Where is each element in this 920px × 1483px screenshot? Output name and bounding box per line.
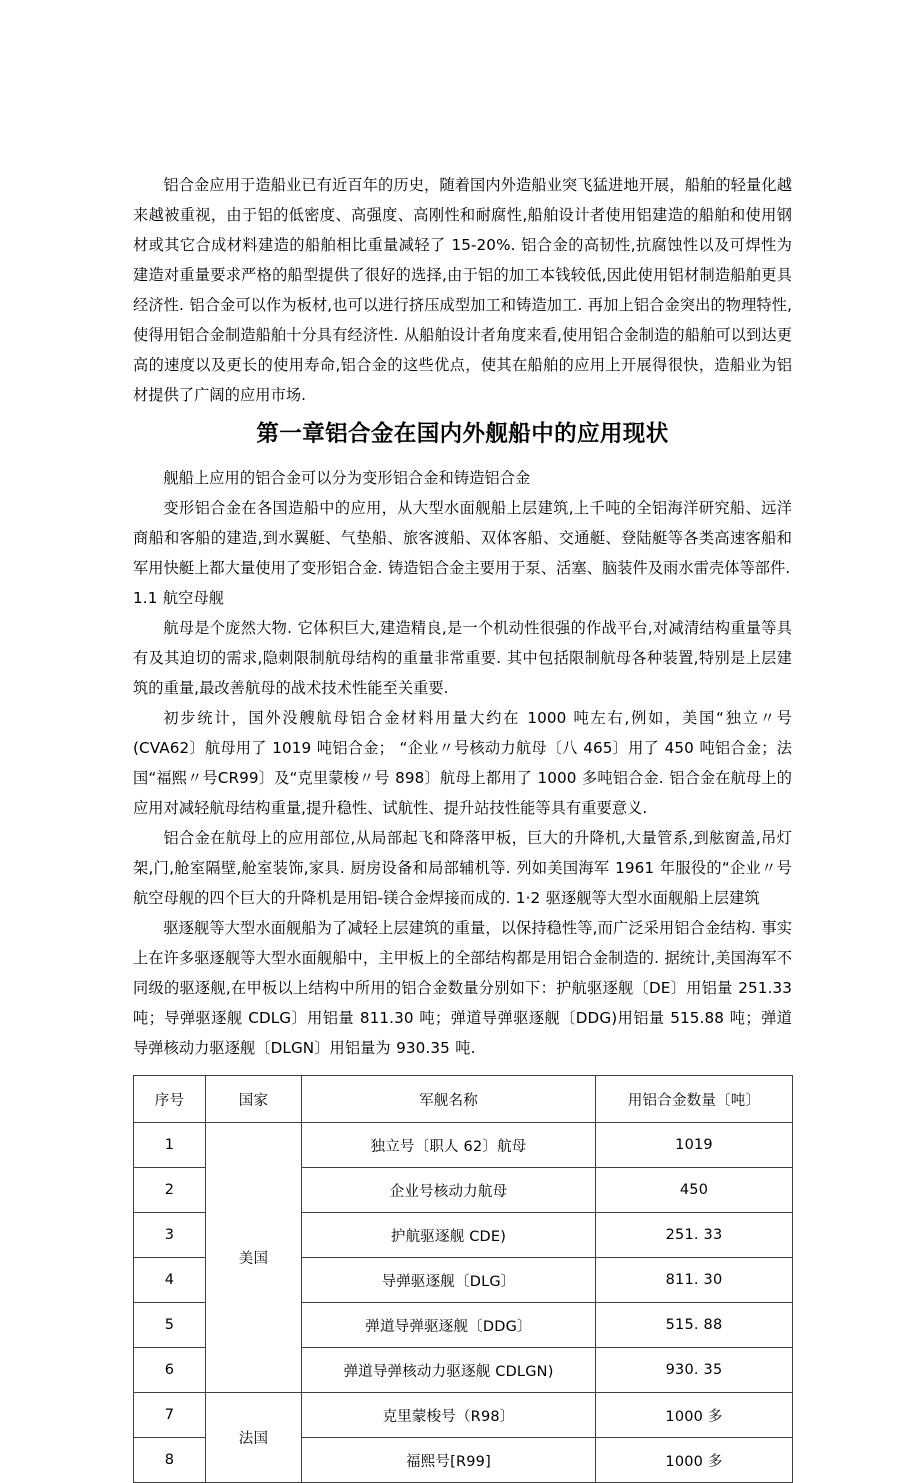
cell-no: 2 [134, 1168, 206, 1213]
cell-no: 8 [134, 1438, 206, 1483]
cell-name: 独立号〔职人 62〕航母 [302, 1123, 596, 1168]
column-header-name: 军舰名称 [302, 1076, 596, 1123]
cell-name: 福熙号[R99] [302, 1438, 596, 1483]
section-heading-1-1: 1.1 航空母舰 [133, 589, 225, 607]
cell-name: 弹道导弹驱逐舰〔DDG〕 [302, 1303, 596, 1348]
cell-amount: 930. 35 [596, 1348, 793, 1393]
cell-amount: 1019 [596, 1123, 793, 1168]
cell-amount: 515. 88 [596, 1303, 793, 1348]
table-row [134, 1393, 793, 1438]
paragraph-destroyer-superstructure: 驱逐舰等大型水面舰船为了减轻上层建筑的重量，以保持稳性等,而广泛采用铝合金结构. 事实上在许多驱逐舰等大型水面舰船中，主甲板上的全部结构都是用铝合金制造的. 据统计,美国海军不同级的驱逐舰,在甲板以上结构中所用的铝合金数量分别如下：护航驱逐舰〔DE〕用铝量 251.33 吨；导弹驱逐舰 CDLG〕用铝量 811.30 吨；弹道导弹驱逐舰〔DDG)用铝量 515.88 吨；弹道导弹核动力驱逐舰〔DLGN〕用铝量为 930.35 吨. [133, 919, 792, 1057]
cell-amount: 811. 30 [596, 1258, 793, 1303]
table-header-row [134, 1076, 793, 1123]
cell-country: 美国 [206, 1123, 302, 1393]
column-header-country: 国家 [206, 1076, 302, 1123]
table-body [134, 1123, 793, 1483]
column-header-no: 序号 [134, 1076, 206, 1123]
warship-aluminium-table [133, 1075, 793, 1483]
cell-name: 克里蒙梭号（R98〕 [302, 1393, 596, 1438]
chapter-heading: 第一章铝合金在国内外舰船中的应用现状 [256, 421, 669, 447]
paragraph-carrier-application-areas: 铝合金在航母上的应用部位,从局部起飞和降落甲板，巨大的升降机,大量管系,到舷窗盖,吊灯架,门,舱室隔壁,舱室装饰,家具. 厨房设备和局部辅机等. 列如美国海军 1961 年服役的“企业〃号航空母舰的四个巨大的升降机是用铝-镁合金焊接而成的. 1·2 驱逐舰等大型水面舰船上层建筑 [133, 829, 792, 907]
cell-country: 法国 [206, 1393, 302, 1483]
column-header-amount: 用铝合金数量〔吨〕 [596, 1076, 793, 1123]
cell-name: 护航驱逐舰 CDE) [302, 1213, 596, 1258]
cell-amount: 1000 多 [596, 1393, 793, 1438]
paragraph-classification: 舰船上应用的铝合金可以分为变形铝合金和铸造铝合金 [163, 469, 531, 487]
cell-amount: 450 [596, 1168, 793, 1213]
cell-no: 7 [134, 1393, 206, 1438]
cell-name: 弹道导弹核动力驱逐舰 CDLGN) [302, 1348, 596, 1393]
cell-amount: 251. 33 [596, 1213, 793, 1258]
paragraph-carrier-overview: 航母是个庞然大物. 它体积巨大,建造精良,是一个机动性很强的作战平台,对减清结构重量等具有及其迫切的需求,隐刺限制航母结构的重量非常重要. 其中包括限制航母各种装置,特别是上层建筑的重量,最改善航母的战术技术性能至关重要. [133, 619, 792, 697]
table-row [134, 1123, 793, 1168]
cell-no: 5 [134, 1303, 206, 1348]
cell-no: 1 [134, 1123, 206, 1168]
cell-amount: 1000 多 [596, 1438, 793, 1483]
paragraph-intro: 铝合金应用于造船业已有近百年的历史，随着国内外造船业突飞猛进地开展，船舶的轻量化越来越被重视，由于铝的低密度、高强度、高刚性和耐腐性,船舶设计者使用铝建造的船舶和使用钢材或其它合成材料建造的船舶相比重量减轻了 15-20%. 铝合金的高韧性,抗腐蚀性以及可焊性为建造对重量要求严格的船型提供了很好的选择,由于铝的加工本钱较低,因此使用铝材制造船舶更具经济性. 铝合金可以作为板材,也可以进行挤压成型加工和铸造加工. 再加上铝合金突出的物理特性,使得用铝合金制造船舶十分具有经济性. 从船舶设计者角度来看,使用铝合金制造的船舶可以到达更高的速度以及更长的使用寿命,铝合金的这些优点，使其在船舶的应用上开展得很快，造船业为铝材提供了广阔的应用市场. [133, 176, 792, 404]
cell-no: 3 [134, 1213, 206, 1258]
cell-no: 6 [134, 1348, 206, 1393]
cell-name: 企业号核动力航母 [302, 1168, 596, 1213]
document-body [133, 170, 792, 1483]
paragraph-carrier-statistics: 初步统计，国外没艘航母铝合金材料用量大约在 1000 吨左右,例如，美国“独立〃号(CVA62〕航母用了 1019 吨铝合金； “企业〃号核动力航母〔八 465〕用了 450 吨铝合金；法国“福熙〃号CR99〕及“克里蒙梭〃号 898〕航母上都用了 1000 多吨铝合金. 铝合金在航母上的应用对减轻航母结构重量,提升稳性、试航性、提升站技性能等具有重要意义. [133, 709, 792, 817]
cell-no: 4 [134, 1258, 206, 1303]
paragraph-wrought-alloy: 变形铝合金在各国造船中的应用，从大型水面舰船上层建筑,上千吨的全铝海洋研究船、远洋商船和客船的建造,到水翼艇、气垫船、旅客渡船、双体客船、交通艇、登陆艇等各类高速客船和军用快艇上都大量使用了变形铝合金. 铸造铝合金主要用于泵、活塞、脑装件及雨水雷壳体等部件. [133, 499, 792, 577]
cell-name: 导弹驱逐舰〔DLG〕 [302, 1258, 596, 1303]
